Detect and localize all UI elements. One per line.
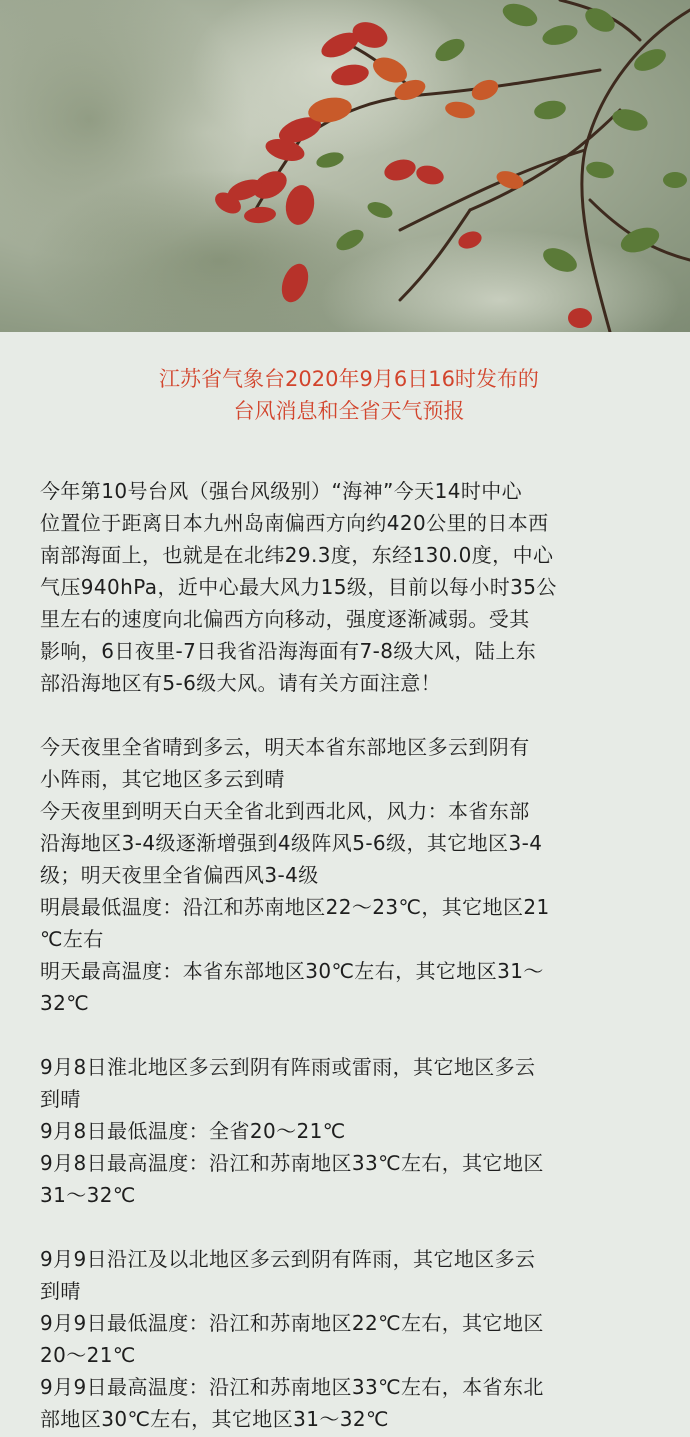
text-line: 9月9日最低温度：沿江和苏南地区22℃左右，其它地区 <box>40 1311 544 1335</box>
header-image <box>0 0 690 332</box>
sept-8-forecast-paragraph <box>40 1051 658 1211</box>
text-line: 今天夜里到明天白天全省北到西北风，风力：本省东部 <box>40 799 530 823</box>
autumn-leaves-photo-icon <box>0 0 690 332</box>
text-line: 级；明天夜里全省偏西风3-4级 <box>40 863 319 887</box>
title-line-1: 江苏省气象台2020年9月6日16时发布的 <box>159 367 539 391</box>
text-line: 影响，6日夜里-7日我省沿海海面有7-8级大风，陆上东 <box>40 639 537 663</box>
page-title <box>40 362 658 427</box>
typhoon-paragraph <box>40 475 658 699</box>
sept-9-forecast-paragraph <box>40 1243 658 1435</box>
text-line: 20～21℃ <box>40 1343 136 1367</box>
text-line: 明晨最低温度：沿江和苏南地区22～23℃，其它地区21 <box>40 895 550 919</box>
text-line: 9月8日最高温度：沿江和苏南地区33℃左右，其它地区 <box>40 1151 544 1175</box>
text-line: 南部海面上，也就是在北纬29.3度，东经130.0度，中心 <box>40 543 554 567</box>
text-line: 沿海地区3-4级逐渐增强到4级阵风5-6级，其它地区3-4 <box>40 831 543 855</box>
text-line: 到晴 <box>40 1279 81 1303</box>
text-line: 32℃ <box>40 991 90 1015</box>
text-line: 里左右的速度向北偏西方向移动，强度逐渐减弱。受其 <box>40 607 530 631</box>
title-line-2: 台风消息和全省天气预报 <box>233 399 465 423</box>
text-line: 气压940hPa，近中心最大风力15级，目前以每小时35公 <box>40 575 557 599</box>
tomorrow-forecast-paragraph <box>40 731 658 1019</box>
text-line: 小阵雨，其它地区多云到晴 <box>40 767 285 791</box>
text-line: 部沿海地区有5-6级大风。请有关方面注意！ <box>40 671 442 695</box>
text-line: 9月8日淮北地区多云到阴有阵雨或雷雨，其它地区多云 <box>40 1055 536 1079</box>
text-line: 9月9日最高温度：沿江和苏南地区33℃左右，本省东北 <box>40 1375 544 1399</box>
article-body <box>0 332 690 1435</box>
text-line: 位置位于距离日本九州岛南偏西方向约420公里的日本西 <box>40 511 549 535</box>
text-line: 明天最高温度：本省东部地区30℃左右，其它地区31～ <box>40 959 544 983</box>
text-line: 31～32℃ <box>40 1183 136 1207</box>
text-line: ℃左右 <box>40 927 104 951</box>
text-line: 到晴 <box>40 1087 81 1111</box>
text-line: 9月9日沿江及以北地区多云到阴有阵雨，其它地区多云 <box>40 1247 536 1271</box>
text-line: 今天夜里全省晴到多云，明天本省东部地区多云到阴有 <box>40 735 530 759</box>
text-line: 今年第10号台风（强台风级别）“海神”今天14时中心 <box>40 479 523 503</box>
text-line: 部地区30℃左右，其它地区31～32℃ <box>40 1407 389 1431</box>
text-line: 9月8日最低温度：全省20～21℃ <box>40 1119 346 1143</box>
